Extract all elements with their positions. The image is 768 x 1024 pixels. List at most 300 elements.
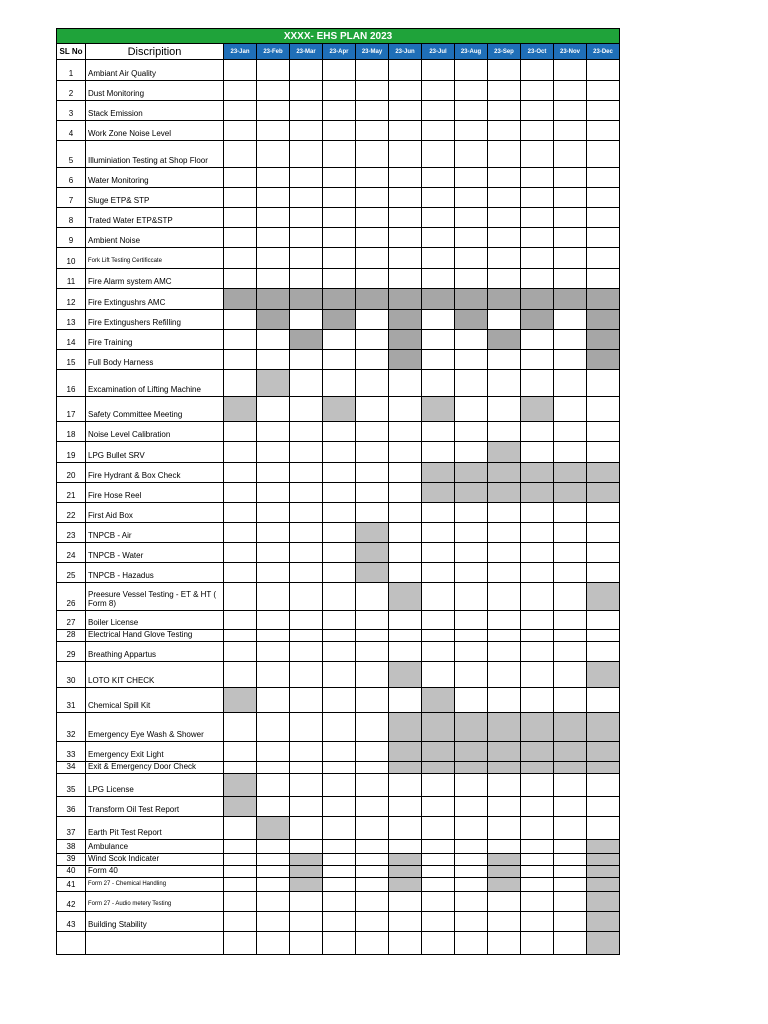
- schedule-cell: [554, 662, 587, 688]
- schedule-cell: [224, 121, 257, 141]
- schedule-cell: [521, 463, 554, 483]
- month-header: 23-Dec: [587, 44, 620, 60]
- schedule-cell: [257, 101, 290, 121]
- schedule-cell: [488, 543, 521, 563]
- schedule-cell: [290, 866, 323, 878]
- schedule-cell: [521, 503, 554, 523]
- schedule-cell: [257, 248, 290, 269]
- schedule-cell: [554, 81, 587, 101]
- schedule-cell: [554, 168, 587, 188]
- month-header: 23-Oct: [521, 44, 554, 60]
- schedule-cell: [422, 840, 455, 854]
- schedule-cell: [356, 101, 389, 121]
- schedule-cell: [356, 866, 389, 878]
- schedule-cell: [389, 713, 422, 742]
- schedule-cell: [422, 370, 455, 397]
- schedule-cell: [554, 248, 587, 269]
- schedule-cell: [257, 774, 290, 797]
- schedule-cell: [521, 248, 554, 269]
- row-number: 16: [57, 370, 86, 397]
- row-description: Trated Water ETP&STP: [86, 208, 224, 228]
- schedule-cell: [290, 141, 323, 168]
- schedule-cell: [587, 121, 620, 141]
- schedule-cell: [257, 611, 290, 630]
- schedule-cell: [224, 611, 257, 630]
- schedule-cell: [521, 208, 554, 228]
- schedule-cell: [224, 463, 257, 483]
- schedule-cell: [356, 840, 389, 854]
- schedule-cell: [257, 688, 290, 713]
- schedule-cell: [224, 817, 257, 840]
- schedule-cell: [257, 662, 290, 688]
- schedule-cell: [587, 442, 620, 463]
- schedule-cell: [389, 81, 422, 101]
- row-number: 40: [57, 866, 86, 878]
- schedule-cell: [389, 370, 422, 397]
- schedule-cell: [521, 611, 554, 630]
- schedule-cell: [290, 168, 323, 188]
- row-number: 19: [57, 442, 86, 463]
- schedule-cell: [389, 269, 422, 289]
- schedule-cell: [224, 630, 257, 642]
- row-description: Form 40: [86, 866, 224, 878]
- schedule-cell: [323, 208, 356, 228]
- table-row: [57, 797, 620, 817]
- schedule-cell: [422, 642, 455, 662]
- schedule-cell: [554, 854, 587, 866]
- schedule-cell: [290, 370, 323, 397]
- schedule-cell: [257, 742, 290, 762]
- schedule-cell: [455, 422, 488, 442]
- schedule-cell: [521, 892, 554, 912]
- schedule-cell: [488, 350, 521, 370]
- schedule-cell: [521, 422, 554, 442]
- schedule-cell: [389, 583, 422, 611]
- schedule-cell: [389, 60, 422, 81]
- row-description: Excamination of Lifting Machine: [86, 370, 224, 397]
- schedule-cell: [224, 397, 257, 422]
- row-number: 32: [57, 713, 86, 742]
- schedule-cell: [554, 817, 587, 840]
- schedule-cell: [455, 878, 488, 892]
- schedule-cell: [554, 630, 587, 642]
- schedule-cell: [356, 248, 389, 269]
- schedule-cell: [323, 310, 356, 330]
- schedule-cell: [455, 523, 488, 543]
- schedule-cell: [587, 583, 620, 611]
- schedule-cell: [488, 742, 521, 762]
- schedule-cell: [356, 892, 389, 912]
- schedule-cell: [389, 289, 422, 310]
- schedule-cell: [422, 397, 455, 422]
- schedule-cell: [587, 503, 620, 523]
- schedule-cell: [554, 269, 587, 289]
- row-description: Stack Emission: [86, 101, 224, 121]
- schedule-cell: [257, 422, 290, 442]
- schedule-cell: [290, 330, 323, 350]
- schedule-cell: [323, 503, 356, 523]
- schedule-cell: [356, 141, 389, 168]
- schedule-cell: [257, 310, 290, 330]
- schedule-cell: [224, 228, 257, 248]
- schedule-cell: [422, 228, 455, 248]
- schedule-cell: [488, 310, 521, 330]
- schedule-cell: [224, 168, 257, 188]
- schedule-cell: [587, 742, 620, 762]
- schedule-cell: [389, 310, 422, 330]
- schedule-cell: [389, 330, 422, 350]
- row-description: LOTO KIT CHECK: [86, 662, 224, 688]
- schedule-cell: [290, 817, 323, 840]
- row-number: 6: [57, 168, 86, 188]
- schedule-cell: [521, 912, 554, 932]
- table-row: [57, 543, 620, 563]
- schedule-cell: [422, 563, 455, 583]
- schedule-cell: [257, 463, 290, 483]
- month-header: 23-Aug: [455, 44, 488, 60]
- row-description: Emergency Exit Light: [86, 742, 224, 762]
- table-row: [57, 892, 620, 912]
- table-row: [57, 121, 620, 141]
- schedule-cell: [323, 60, 356, 81]
- schedule-cell: [290, 463, 323, 483]
- schedule-cell: [290, 188, 323, 208]
- schedule-cell: [224, 797, 257, 817]
- schedule-cell: [521, 543, 554, 563]
- table-row: [57, 583, 620, 611]
- schedule-cell: [290, 248, 323, 269]
- schedule-cell: [488, 762, 521, 774]
- schedule-cell: [521, 713, 554, 742]
- schedule-cell: [356, 878, 389, 892]
- schedule-cell: [554, 523, 587, 543]
- schedule-cell: [356, 442, 389, 463]
- schedule-cell: [257, 442, 290, 463]
- schedule-cell: [224, 854, 257, 866]
- table-row: [57, 422, 620, 442]
- table-row: [57, 742, 620, 762]
- row-description: Fire Hydrant & Box Check: [86, 463, 224, 483]
- table-row: [57, 463, 620, 483]
- table-row: [57, 483, 620, 503]
- schedule-cell: [521, 840, 554, 854]
- table-row: [57, 762, 620, 774]
- schedule-cell: [422, 630, 455, 642]
- schedule-cell: [521, 797, 554, 817]
- schedule-cell: [323, 168, 356, 188]
- schedule-cell: [455, 892, 488, 912]
- row-number: 14: [57, 330, 86, 350]
- schedule-cell: [455, 662, 488, 688]
- schedule-cell: [356, 523, 389, 543]
- row-number: 18: [57, 422, 86, 442]
- row-description: LPG Bullet SRV: [86, 442, 224, 463]
- schedule-cell: [587, 463, 620, 483]
- schedule-cell: [554, 932, 587, 955]
- ehs-plan-sheet: [56, 28, 616, 955]
- schedule-cell: [224, 523, 257, 543]
- month-header: 23-Mar: [290, 44, 323, 60]
- schedule-cell: [455, 442, 488, 463]
- schedule-cell: [224, 878, 257, 892]
- row-description: Fire Training: [86, 330, 224, 350]
- schedule-cell: [356, 121, 389, 141]
- row-description: Ambulance: [86, 840, 224, 854]
- schedule-cell: [554, 188, 587, 208]
- schedule-cell: [290, 611, 323, 630]
- schedule-cell: [488, 188, 521, 208]
- schedule-cell: [422, 141, 455, 168]
- row-number: 12: [57, 289, 86, 310]
- schedule-cell: [422, 523, 455, 543]
- schedule-cell: [224, 912, 257, 932]
- schedule-cell: [323, 817, 356, 840]
- row-description: [86, 932, 224, 955]
- schedule-cell: [521, 483, 554, 503]
- table-row: [57, 269, 620, 289]
- row-number: 28: [57, 630, 86, 642]
- schedule-cell: [257, 208, 290, 228]
- schedule-cell: [257, 932, 290, 955]
- schedule-cell: [521, 523, 554, 543]
- month-header: 23-Jul: [422, 44, 455, 60]
- table-row: [57, 60, 620, 81]
- schedule-cell: [257, 503, 290, 523]
- schedule-cell: [554, 483, 587, 503]
- schedule-cell: [455, 370, 488, 397]
- schedule-cell: [488, 442, 521, 463]
- schedule-cell: [587, 101, 620, 121]
- schedule-cell: [323, 854, 356, 866]
- schedule-cell: [587, 797, 620, 817]
- schedule-cell: [323, 892, 356, 912]
- schedule-cell: [356, 932, 389, 955]
- schedule-cell: [488, 370, 521, 397]
- schedule-cell: [521, 774, 554, 797]
- schedule-cell: [422, 583, 455, 611]
- sheet-title: XXXX- EHS PLAN 2023: [57, 29, 620, 44]
- schedule-cell: [290, 121, 323, 141]
- schedule-cell: [554, 878, 587, 892]
- schedule-cell: [224, 188, 257, 208]
- schedule-cell: [389, 483, 422, 503]
- schedule-cell: [587, 642, 620, 662]
- schedule-cell: [356, 797, 389, 817]
- schedule-cell: [422, 121, 455, 141]
- schedule-cell: [422, 208, 455, 228]
- schedule-cell: [323, 188, 356, 208]
- schedule-cell: [422, 289, 455, 310]
- schedule-cell: [488, 248, 521, 269]
- schedule-cell: [323, 878, 356, 892]
- row-description: Form 27 - Chemical Handling: [86, 878, 224, 892]
- schedule-cell: [455, 248, 488, 269]
- schedule-cell: [389, 208, 422, 228]
- schedule-cell: [356, 742, 389, 762]
- schedule-cell: [554, 397, 587, 422]
- schedule-cell: [455, 463, 488, 483]
- schedule-cell: [554, 912, 587, 932]
- schedule-cell: [257, 141, 290, 168]
- schedule-cell: [521, 583, 554, 611]
- row-description: TNPCB - Air: [86, 523, 224, 543]
- schedule-cell: [257, 370, 290, 397]
- schedule-cell: [224, 742, 257, 762]
- schedule-cell: [224, 774, 257, 797]
- schedule-cell: [587, 310, 620, 330]
- row-description: Chemical Spill Kit: [86, 688, 224, 713]
- schedule-cell: [488, 141, 521, 168]
- schedule-cell: [422, 611, 455, 630]
- schedule-cell: [587, 543, 620, 563]
- schedule-cell: [455, 797, 488, 817]
- schedule-cell: [389, 101, 422, 121]
- schedule-cell: [257, 121, 290, 141]
- schedule-cell: [422, 269, 455, 289]
- schedule-cell: [587, 370, 620, 397]
- row-number: 36: [57, 797, 86, 817]
- schedule-cell: [290, 503, 323, 523]
- schedule-cell: [455, 188, 488, 208]
- row-description: Breathing Appartus: [86, 642, 224, 662]
- schedule-cell: [488, 912, 521, 932]
- schedule-cell: [554, 350, 587, 370]
- schedule-cell: [488, 168, 521, 188]
- schedule-cell: [323, 932, 356, 955]
- schedule-cell: [389, 892, 422, 912]
- schedule-cell: [587, 662, 620, 688]
- schedule-cell: [290, 662, 323, 688]
- schedule-cell: [587, 892, 620, 912]
- schedule-cell: [587, 208, 620, 228]
- schedule-cell: [455, 912, 488, 932]
- schedule-cell: [554, 866, 587, 878]
- schedule-cell: [521, 817, 554, 840]
- schedule-cell: [554, 289, 587, 310]
- schedule-cell: [389, 611, 422, 630]
- schedule-cell: [356, 81, 389, 101]
- schedule-cell: [554, 60, 587, 81]
- schedule-cell: [554, 642, 587, 662]
- schedule-cell: [554, 713, 587, 742]
- schedule-cell: [323, 713, 356, 742]
- schedule-cell: [224, 932, 257, 955]
- row-number: 10: [57, 248, 86, 269]
- row-number: 17: [57, 397, 86, 422]
- schedule-cell: [389, 397, 422, 422]
- schedule-cell: [257, 762, 290, 774]
- schedule-cell: [488, 817, 521, 840]
- schedule-cell: [257, 81, 290, 101]
- table-row: [57, 208, 620, 228]
- schedule-cell: [356, 60, 389, 81]
- row-number: 20: [57, 463, 86, 483]
- row-description: Full Body Harness: [86, 350, 224, 370]
- schedule-cell: [521, 141, 554, 168]
- schedule-cell: [554, 463, 587, 483]
- schedule-cell: [488, 688, 521, 713]
- schedule-cell: [290, 310, 323, 330]
- schedule-cell: [257, 228, 290, 248]
- schedule-cell: [224, 866, 257, 878]
- schedule-cell: [488, 878, 521, 892]
- schedule-cell: [323, 228, 356, 248]
- schedule-cell: [290, 854, 323, 866]
- table-row: [57, 642, 620, 662]
- month-header: 23-Sep: [488, 44, 521, 60]
- schedule-cell: [356, 774, 389, 797]
- schedule-cell: [554, 840, 587, 854]
- schedule-cell: [356, 228, 389, 248]
- schedule-cell: [257, 269, 290, 289]
- row-number: 1: [57, 60, 86, 81]
- row-description: Exit & Emergency Door Check: [86, 762, 224, 774]
- schedule-cell: [389, 642, 422, 662]
- schedule-cell: [356, 854, 389, 866]
- schedule-cell: [323, 742, 356, 762]
- schedule-cell: [356, 269, 389, 289]
- table-row: [57, 774, 620, 797]
- schedule-cell: [257, 397, 290, 422]
- row-number: 43: [57, 912, 86, 932]
- schedule-cell: [290, 642, 323, 662]
- schedule-cell: [224, 208, 257, 228]
- schedule-cell: [257, 630, 290, 642]
- schedule-cell: [224, 892, 257, 912]
- schedule-cell: [455, 774, 488, 797]
- schedule-cell: [554, 583, 587, 611]
- schedule-cell: [455, 932, 488, 955]
- schedule-cell: [488, 81, 521, 101]
- schedule-cell: [554, 688, 587, 713]
- schedule-cell: [521, 101, 554, 121]
- row-number: 9: [57, 228, 86, 248]
- row-number: 2: [57, 81, 86, 101]
- schedule-cell: [587, 611, 620, 630]
- schedule-cell: [323, 101, 356, 121]
- schedule-cell: [521, 630, 554, 642]
- schedule-cell: [323, 289, 356, 310]
- schedule-cell: [290, 630, 323, 642]
- schedule-cell: [455, 168, 488, 188]
- month-header: 23-Feb: [257, 44, 290, 60]
- schedule-cell: [422, 60, 455, 81]
- schedule-cell: [257, 797, 290, 817]
- schedule-cell: [356, 503, 389, 523]
- schedule-cell: [587, 878, 620, 892]
- row-number: 39: [57, 854, 86, 866]
- table-row: [57, 168, 620, 188]
- row-number: 25: [57, 563, 86, 583]
- schedule-cell: [554, 442, 587, 463]
- schedule-cell: [488, 662, 521, 688]
- schedule-cell: [257, 350, 290, 370]
- row-description: TNPCB - Hazadus: [86, 563, 224, 583]
- schedule-cell: [356, 397, 389, 422]
- schedule-cell: [323, 463, 356, 483]
- schedule-cell: [389, 523, 422, 543]
- schedule-cell: [290, 101, 323, 121]
- month-header: 23-Jun: [389, 44, 422, 60]
- schedule-cell: [422, 878, 455, 892]
- row-description: Boiler License: [86, 611, 224, 630]
- schedule-cell: [290, 797, 323, 817]
- schedule-cell: [587, 563, 620, 583]
- schedule-cell: [422, 543, 455, 563]
- schedule-cell: [290, 523, 323, 543]
- schedule-cell: [422, 774, 455, 797]
- schedule-cell: [356, 543, 389, 563]
